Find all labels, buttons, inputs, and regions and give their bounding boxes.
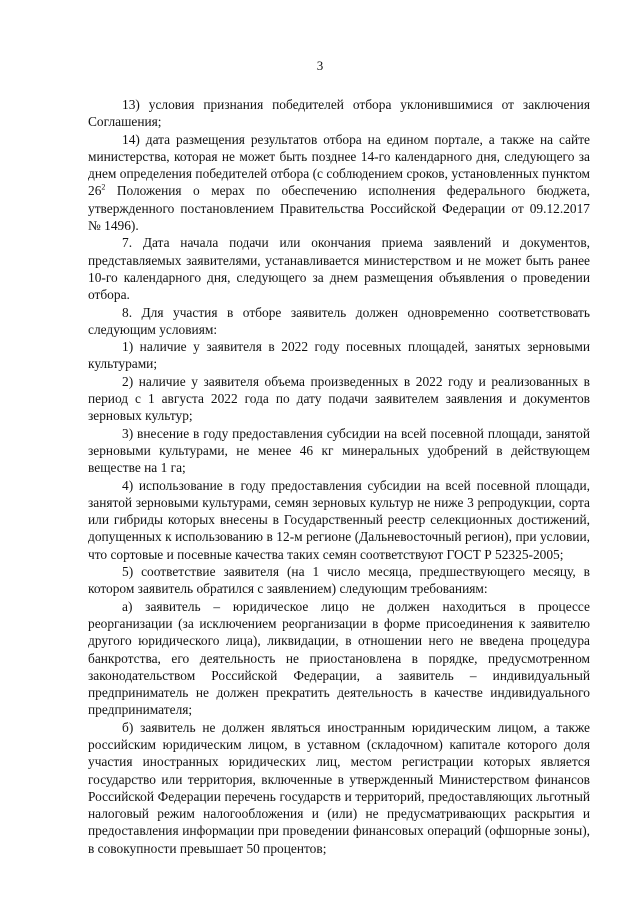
- item-14-text-end: Положения о мерах по обеспечению исполнения федерального бюджета, утвержденного постановлением Правительства Российской Федерации от 09.12.2017 № 1496).: [88, 183, 590, 234]
- paragraph-requirement-a: а) заявитель – юридическое лицо не должен находиться в процессе реорганизации (за исключением реорганизации в форме присоединения к заявителю другого юридического лица), ликвидации, в отношении него не введена процедура банкротства, его деятельность не приостановлена в порядке, предусмотренном законодательством Российской Федерации, а заявитель – индивидуальный предприниматель не должен прекратить деятельность в качестве индивидуального предпринимателя;: [88, 598, 590, 718]
- paragraph-condition-4: 4) использование в году предоставления субсидии на всей посевной площади, занятой зерновыми культурами, семян зерновых культур не ниже 3 репродукции, сорта или гибриды которых внесены в Государственный реестр селекционных достижений, допущенных к использованию в 12-м регионе (Дальневосточный регион), при условии, что сортовые и посевные качества таких семян соответствуют ГОСТ Р 52325-2005;: [88, 477, 590, 562]
- paragraph-item-14: [88, 131, 590, 235]
- paragraph-condition-1: 1) наличие у заявителя в 2022 году посевных площадей, занятых зерновыми культурами;: [88, 339, 590, 372]
- document-body: [88, 96, 590, 857]
- paragraph-requirement-b: б) заявитель не должен являться иностранным юридическим лицом, а также российским юридическим лицом, в уставном (складочном) капитале которого доля участия иностранных юридических лиц, местом регистрации которых является государство или территория, включенные в утвержденный Министерством финансов Российской Федерации перечень государств и территорий, предоставляющих льготный налоговый режим налогообложения и (или) не предусматривающих раскрытия и предоставления информации при проведении финансовых операций (офшорные зоны), в совокупности превышает 50 процентов;: [88, 719, 590, 856]
- item-14-superscript: 2: [101, 183, 106, 193]
- paragraph-section-8: 8. Для участия в отборе заявитель должен одновременно соответствовать следующим условиям:: [88, 304, 590, 337]
- paragraph-condition-2: 2) наличие у заявителя объема произведенных в 2022 году и реализованных в период с 1 августа 2022 года по дату подачи заявителем заявления и документов зерновых культур;: [88, 373, 590, 424]
- page-number: 3: [316, 58, 324, 73]
- item-14-text-start: 14) дата размещения результатов отбора на едином портале, а также на сайте министерства, которая не может быть позднее 14-го календарного дня, следующего за днем определения победителей отбора (с соблюдением сроков, установленных пунктом 26: [88, 131, 590, 199]
- paragraph-condition-5: 5) соответствие заявителя (на 1 число месяца, предшествующего месяцу, в котором заявитель обратился с заявлением) следующим требованиям:: [88, 564, 590, 597]
- paragraph-section-7: 7. Дата начала подачи или окончания приема заявлений и документов, представляемых заявителями, устанавливается министерством и не может быть ранее 10-го календарного дня, следующего за днем размещения объявления о проведении отбора.: [88, 235, 590, 303]
- paragraph-item-13: 13) условия признания победителей отбора уклонившимися от заключения Соглашения;: [88, 97, 590, 130]
- paragraph-condition-3: 3) внесение в году предоставления субсидии на всей посевной площади, занятой зерновыми культурами, не менее 46 кг минеральных удобрений в действующем веществе на 1 га;: [88, 425, 590, 476]
